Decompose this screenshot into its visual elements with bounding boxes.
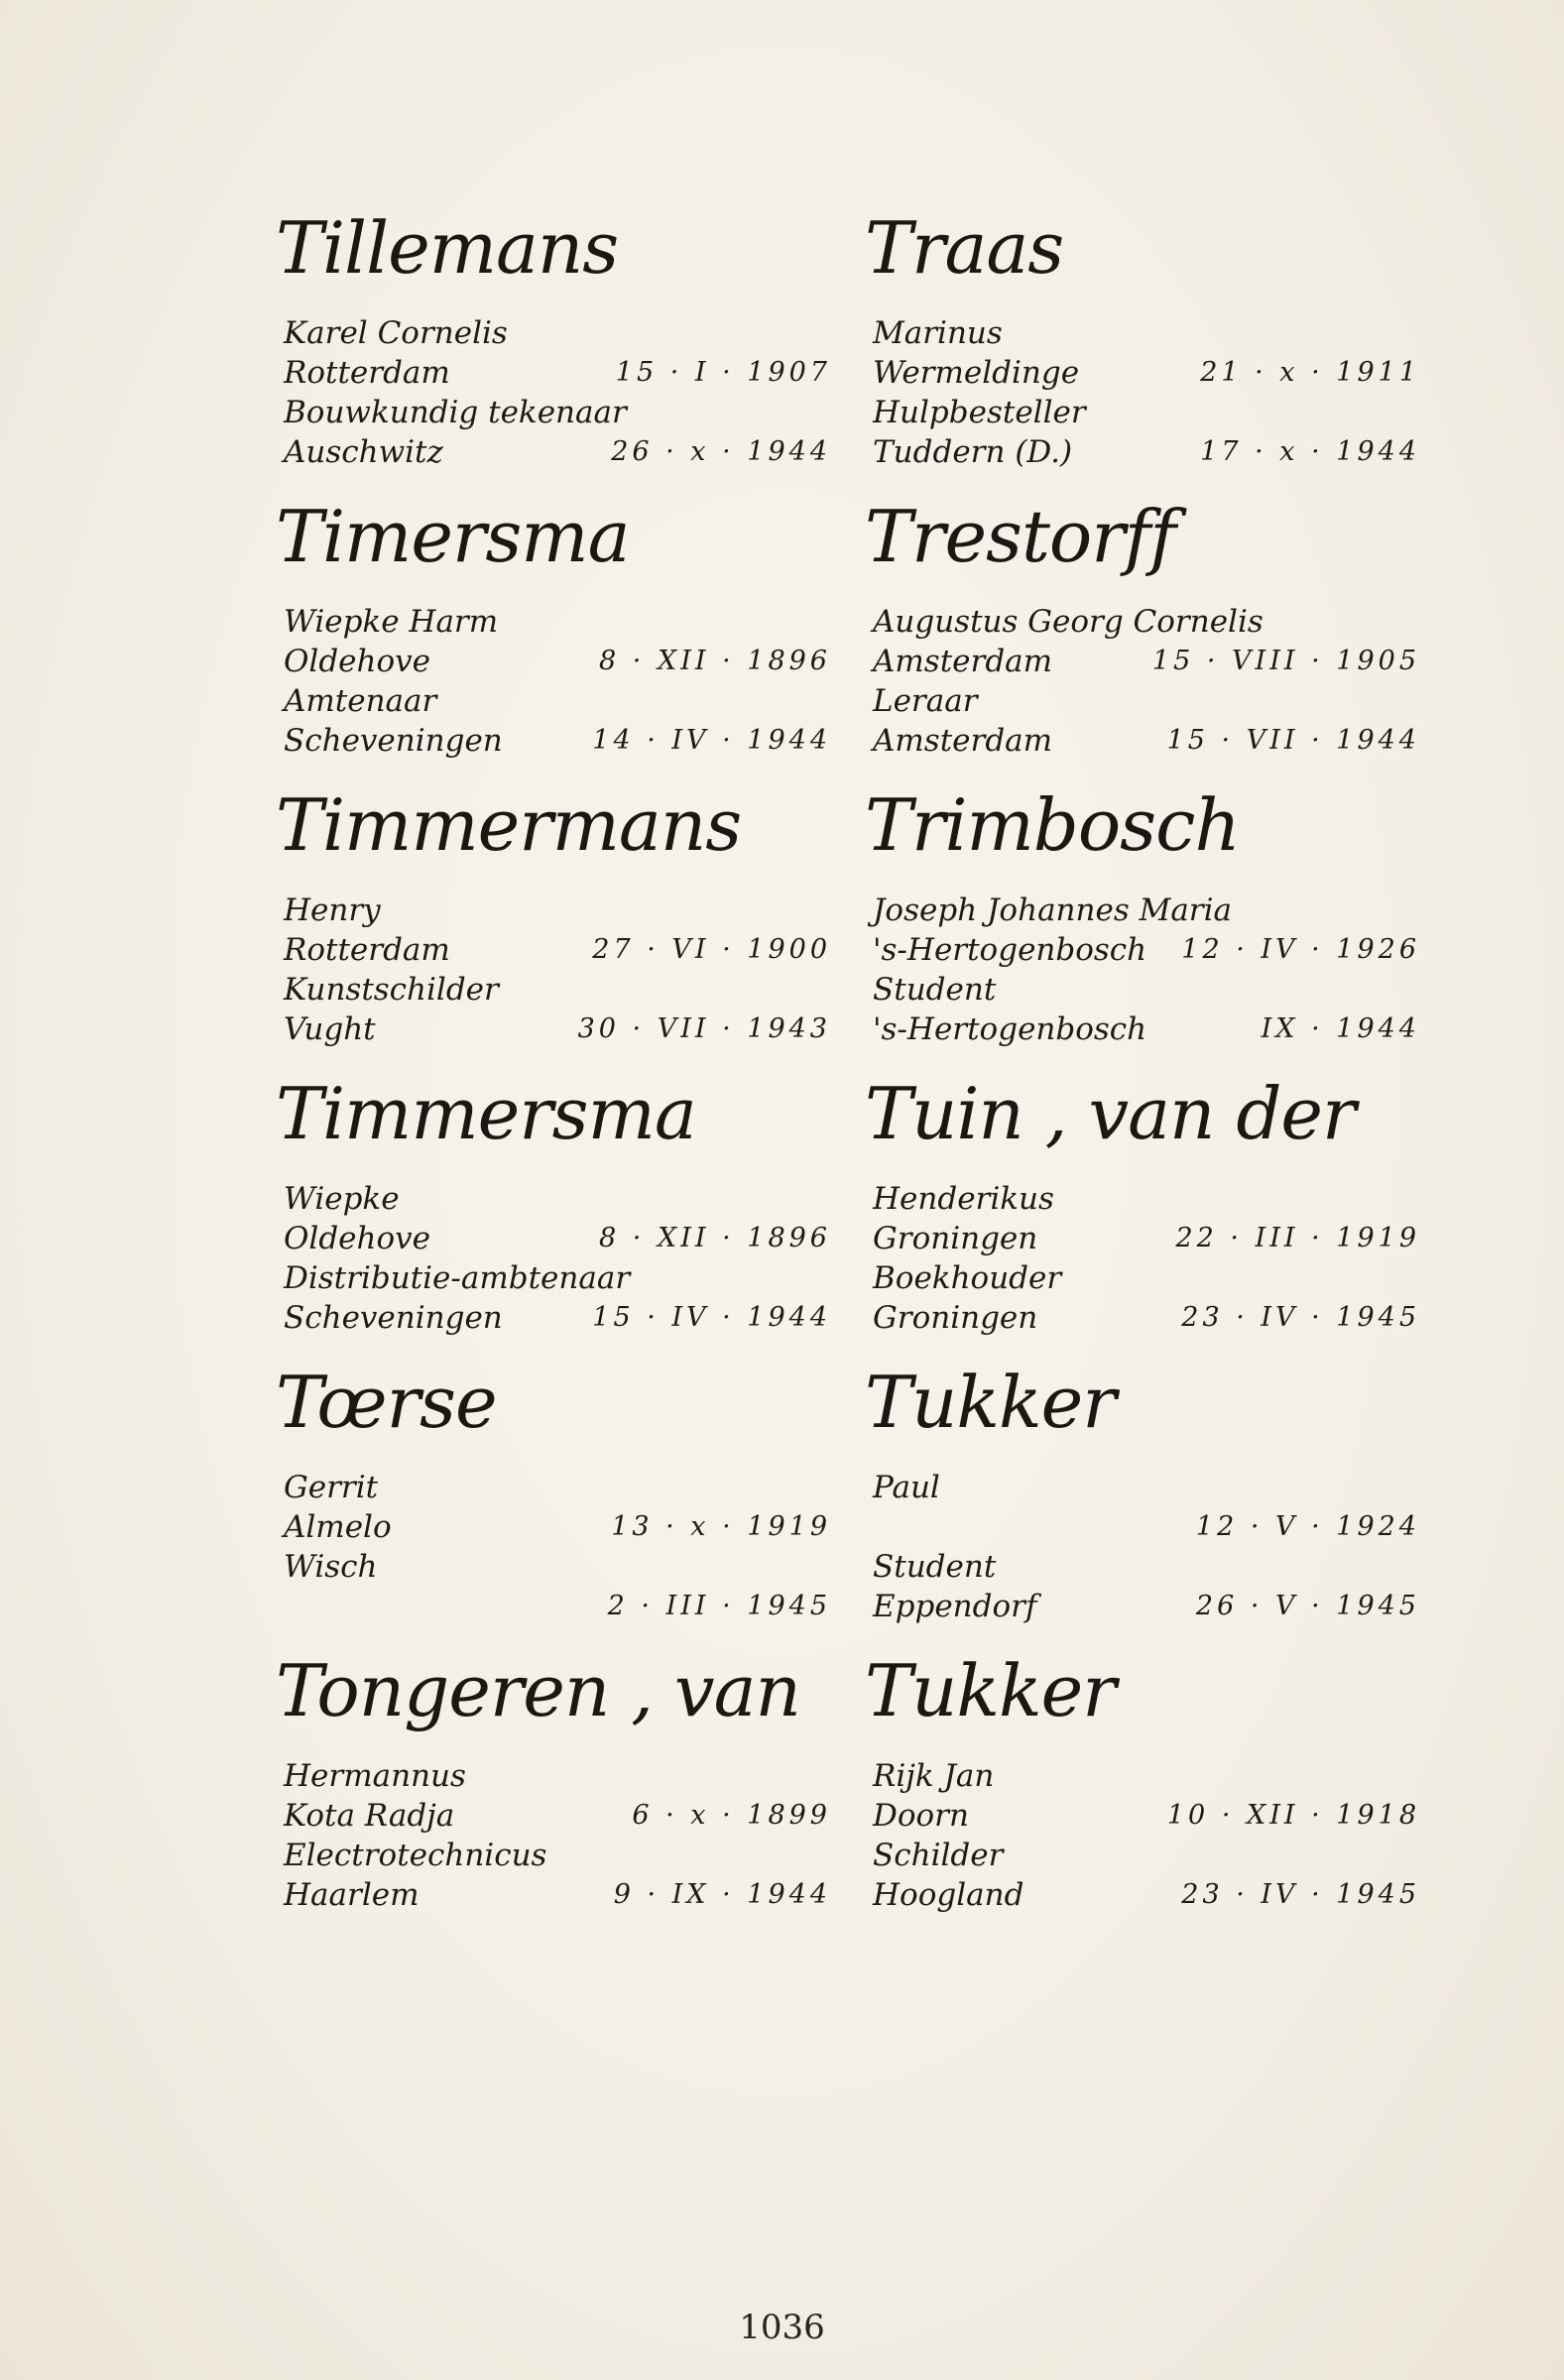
entry-details [865,1179,1440,1338]
death-date: 23 · IV · 1945 [1181,1302,1420,1333]
death-place: Vught [284,1012,376,1047]
death-place: Hoogland [873,1877,1024,1913]
occupation: Schilder [873,1838,1004,1873]
entry-line [276,681,851,721]
entry-line [276,1179,851,1219]
entry-line [276,1587,851,1626]
entry-line [865,1587,1440,1626]
entry-line [865,1179,1440,1219]
occupation: Wisch [284,1549,378,1585]
page-number: 1036 [739,2308,825,2347]
entry-line [276,891,851,930]
surname-heading: Tongeren , van [276,1649,800,1732]
given-names: Karel Cornelis [284,315,508,351]
entry-line [276,1836,851,1875]
given-names: Henderikus [873,1181,1054,1217]
entry-line [865,1258,1440,1298]
register-entry [865,198,1440,487]
birthplace: Wermeldinge [873,355,1080,391]
birthplace: Kota Radja [284,1798,455,1834]
entry-line [276,1298,851,1338]
register-entry [276,1064,851,1353]
entry-details [276,891,851,1049]
surname-heading: Traas [865,206,1064,290]
entry-line [276,313,851,353]
birthplace: Groningen [873,1221,1038,1256]
entry-details [276,1179,851,1338]
entry-line [865,1507,1440,1547]
given-names: Hermannus [284,1758,466,1794]
entry-details [276,1468,851,1626]
entry-line [865,1796,1440,1836]
surname-heading: Tœrse [276,1361,497,1444]
death-date: 17 · x · 1944 [1200,436,1420,467]
death-date: 26 · x · 1944 [611,436,831,467]
occupation: Student [873,972,997,1008]
entry-line [276,602,851,642]
entry-details [865,1756,1440,1915]
register-entry [865,1641,1440,1930]
death-place: Scheveningen [284,1300,503,1336]
entry-details [276,1756,851,1915]
register-entry [276,198,851,487]
occupation: Boekhouder [873,1260,1062,1296]
death-date: 15 · IV · 1944 [592,1302,831,1333]
entry-line [276,1547,851,1587]
given-names: Joseph Johannes Maria [873,892,1233,928]
surname-heading: Timersma [276,495,630,578]
given-names: Gerrit [284,1470,379,1505]
surname-heading: Tukker [865,1361,1116,1444]
occupation: Distributie-ambtenaar [284,1260,631,1296]
register-entry [276,1641,851,1930]
surname-heading: Timmersma [276,1072,696,1155]
death-date: 9 · IX · 1944 [613,1879,831,1910]
entry-line [865,891,1440,930]
entry-line [865,1875,1440,1915]
entry-details [865,602,1440,761]
register-entry [865,1064,1440,1353]
entry-line [865,432,1440,472]
entry-line [865,1298,1440,1338]
birthplace: Oldehove [284,1221,431,1256]
birthplace: Rotterdam [284,355,450,391]
entry-line [865,602,1440,642]
death-date: IX · 1944 [1261,1013,1420,1044]
entry-line [865,642,1440,681]
register-entry [276,487,851,775]
entry-line [865,970,1440,1010]
given-names: Augustus Georg Cornelis [873,604,1263,640]
surname-heading: Tuin , van der [865,1072,1356,1155]
entry-line [276,721,851,761]
death-date: 14 · IV · 1944 [592,725,831,756]
entry-line [865,393,1440,432]
death-place: Scheveningen [284,723,503,759]
death-date: 15 · VII · 1944 [1166,725,1420,756]
entry-line [865,681,1440,721]
entry-line [276,1468,851,1507]
occupation: Bouwkundig tekenaar [284,395,627,430]
entry-line [276,432,851,472]
entry-line [865,1836,1440,1875]
occupation: Electrotechnicus [284,1838,547,1873]
given-names: Rijk Jan [873,1758,995,1794]
surname-heading: Tillemans [276,206,619,290]
register-entry [865,487,1440,775]
register-entry [276,775,851,1064]
occupation: Hulpbesteller [873,395,1086,430]
occupation: Student [873,1549,997,1585]
given-names: Marinus [873,315,1003,351]
register-entry [865,775,1440,1064]
occupation: Kunstschilder [284,972,499,1008]
birth-date: 21 · x · 1911 [1200,357,1420,388]
birthplace: Oldehove [284,644,431,679]
entry-line [276,353,851,393]
death-place: 's-Hertogenbosch [873,1012,1147,1047]
entry-line [276,1796,851,1836]
surname-heading: Trimbosch [865,783,1240,867]
death-place: Groningen [873,1300,1038,1336]
birth-date: 27 · VI · 1900 [592,934,831,965]
death-date: 23 · IV · 1945 [1181,1879,1420,1910]
right-column [865,198,1440,1930]
entry-details [865,1468,1440,1626]
entry-details [276,602,851,761]
birth-date: 22 · III · 1919 [1175,1223,1420,1253]
register-entry [276,1353,851,1641]
given-names: Wiepke Harm [284,604,499,640]
entry-line [276,1756,851,1796]
occupation: Amtenaar [284,683,437,719]
given-names: Henry [284,892,381,928]
death-date: 30 · VII · 1943 [577,1013,831,1044]
death-place: Auschwitz [284,434,443,470]
entry-line [865,721,1440,761]
birth-date: 8 · XII · 1896 [599,1223,831,1253]
birth-date: 12 · V · 1924 [1195,1511,1420,1542]
death-date: 2 · III · 1945 [607,1591,831,1621]
death-place: Eppendorf [873,1589,1037,1624]
entry-line [276,1875,851,1915]
entry-line [276,1010,851,1049]
birthplace: Rotterdam [284,932,450,968]
entry-line [276,1258,851,1298]
left-column [276,198,851,1930]
entry-details [865,313,1440,472]
death-place: Haarlem [284,1877,420,1913]
entry-line [276,930,851,970]
entry-line [276,1507,851,1547]
birth-date: 8 · XII · 1896 [599,646,831,676]
surname-heading: Trestorff [865,495,1175,578]
entry-details [865,891,1440,1049]
register-entry [865,1353,1440,1641]
entry-line [276,393,851,432]
birthplace: 's-Hertogenbosch [873,932,1147,968]
entry-line [276,642,851,681]
entry-line [276,970,851,1010]
entry-line [865,353,1440,393]
birth-date: 13 · x · 1919 [611,1511,831,1542]
given-names: Wiepke [284,1181,400,1217]
birthplace: Amsterdam [873,644,1053,679]
entry-line [865,1547,1440,1587]
death-place: Amsterdam [873,723,1053,759]
entry-details [276,313,851,472]
entry-line [865,1468,1440,1507]
surname-heading: Tukker [865,1649,1116,1732]
entry-line [865,930,1440,970]
birth-date: 12 · IV · 1926 [1181,934,1420,965]
birth-date: 15 · VIII · 1905 [1151,646,1420,676]
entry-line [865,313,1440,353]
birthplace: Almelo [284,1509,392,1545]
death-place: Tuddern (D.) [873,434,1073,470]
death-date: 26 · V · 1945 [1195,1591,1420,1621]
surname-heading: Timmermans [276,783,742,867]
birthplace: Doorn [873,1798,969,1834]
birth-date: 6 · x · 1899 [632,1800,831,1831]
entry-line [865,1756,1440,1796]
birth-date: 10 · XII · 1918 [1166,1800,1420,1831]
given-names: Paul [873,1470,940,1505]
birth-date: 15 · I · 1907 [615,357,831,388]
entry-line [865,1010,1440,1049]
entry-line [276,1219,851,1258]
occupation: Leraar [873,683,978,719]
entry-line [865,1219,1440,1258]
